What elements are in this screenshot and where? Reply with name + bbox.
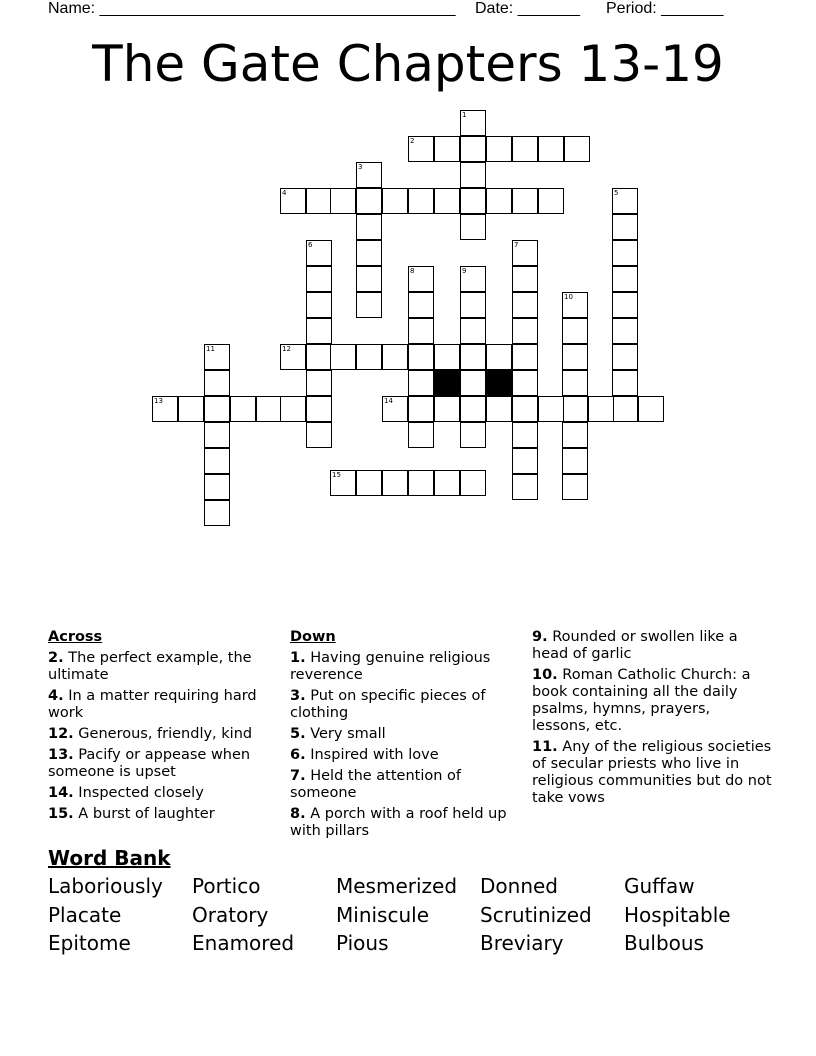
crossword-cell[interactable] xyxy=(356,266,382,292)
crossword-cell[interactable] xyxy=(204,474,230,500)
clue-number: 5 xyxy=(614,189,619,197)
clue-item-number: 13. xyxy=(48,747,74,763)
word-bank-word: Mesmerized xyxy=(336,874,458,898)
crossword-cell[interactable] xyxy=(356,344,382,370)
clue-item-text: Rounded or swollen like a head of garlic xyxy=(532,629,738,662)
crossword-cell[interactable] xyxy=(204,500,230,526)
crossword-cell[interactable] xyxy=(408,292,434,318)
clue-item-number: 1. xyxy=(290,650,306,666)
across-clues xyxy=(48,629,280,827)
across-heading: Across xyxy=(48,629,103,645)
crossword-cell[interactable] xyxy=(204,448,230,474)
crossword-cell[interactable] xyxy=(460,318,486,344)
crossword-cell[interactable] xyxy=(306,292,332,318)
crossword-cell[interactable] xyxy=(178,396,204,422)
word-bank-title: Word Bank xyxy=(48,846,171,870)
clue-number: 11 xyxy=(206,345,215,353)
clue-item-number: 6. xyxy=(290,747,306,763)
crossword-cell[interactable] xyxy=(356,188,382,214)
clue-item xyxy=(290,688,522,722)
clue-number: 13 xyxy=(154,397,163,405)
crossword-cell[interactable] xyxy=(538,396,564,422)
crossword-cell[interactable] xyxy=(612,292,638,318)
crossword-cell[interactable] xyxy=(306,188,332,214)
clue-item-text: The perfect example, the ultimate xyxy=(48,650,252,683)
crossword-cell[interactable] xyxy=(612,188,638,214)
clue-item-text: Inspired with love xyxy=(305,747,439,763)
crossword-cell[interactable] xyxy=(330,344,356,370)
blocked-cell xyxy=(486,370,512,396)
crossword-cell[interactable] xyxy=(204,396,230,422)
clue-item xyxy=(48,688,280,722)
word-bank-word: Guffaw xyxy=(624,874,695,898)
crossword-cell[interactable] xyxy=(280,188,306,214)
clue-item-number: 15. xyxy=(48,806,74,822)
crossword-cell[interactable] xyxy=(612,370,638,396)
crossword-cell[interactable] xyxy=(512,266,538,292)
clue-item xyxy=(532,667,772,735)
clue-item-text: Roman Catholic Church: a book containing all the daily psalms, hymns, prayers, lessons, etc. xyxy=(532,667,751,734)
clue-item-text: Any of the religious societies of secular priests who live in religious communities but do not take vows xyxy=(532,739,772,806)
crossword-cell[interactable] xyxy=(486,136,512,162)
crossword-cell[interactable] xyxy=(562,318,588,344)
crossword-cell[interactable] xyxy=(612,214,638,240)
crossword-cell[interactable] xyxy=(460,110,486,136)
clue-item xyxy=(48,650,280,684)
crossword-cell[interactable] xyxy=(612,240,638,266)
crossword-cell[interactable] xyxy=(460,188,486,214)
clue-item-number: 10. xyxy=(532,667,558,683)
clue-item-number: 5. xyxy=(290,726,306,742)
clue-item xyxy=(290,726,522,743)
clue-number: 12 xyxy=(282,345,291,353)
crossword-cell[interactable] xyxy=(512,240,538,266)
crossword-cell[interactable] xyxy=(638,396,664,422)
crossword-cell[interactable] xyxy=(486,396,512,422)
crossword-cell[interactable] xyxy=(562,448,588,474)
crossword-cell[interactable] xyxy=(512,370,538,396)
clue-item-text: A burst of laughter xyxy=(73,806,215,822)
clue-number: 9 xyxy=(462,267,467,275)
crossword-cell[interactable] xyxy=(280,396,306,422)
clue-item-text: A porch with a roof held up with pillars xyxy=(290,806,507,839)
word-bank-word: Oratory xyxy=(192,903,269,927)
crossword-cell[interactable] xyxy=(306,266,332,292)
crossword-cell[interactable] xyxy=(434,188,460,214)
down-clues xyxy=(290,629,522,844)
word-bank-word: Placate xyxy=(48,903,122,927)
crossword-cell[interactable] xyxy=(330,188,356,214)
crossword-cell[interactable] xyxy=(460,136,486,162)
crossword-cell[interactable] xyxy=(356,292,382,318)
crossword-cell[interactable] xyxy=(382,188,408,214)
clue-number: 2 xyxy=(410,137,415,145)
page-title: The Gate Chapters 13-19 xyxy=(92,35,724,93)
name-field-label: Name: ________________________________________ xyxy=(48,0,456,17)
crossword-cell[interactable] xyxy=(382,470,408,496)
crossword-cell[interactable] xyxy=(564,136,590,162)
crossword-cell[interactable] xyxy=(486,188,512,214)
crossword-cell[interactable] xyxy=(612,344,638,370)
word-bank-word: Laboriously xyxy=(48,874,163,898)
crossword-cell[interactable] xyxy=(356,240,382,266)
crossword-cell[interactable] xyxy=(512,318,538,344)
word-bank-word: Pious xyxy=(336,931,389,955)
period-field-label: Period: _______ xyxy=(606,0,724,17)
crossword-cell[interactable] xyxy=(306,318,332,344)
crossword-cell[interactable] xyxy=(512,422,538,448)
clue-number: 8 xyxy=(410,267,415,275)
clue-item-text: Held the attention of someone xyxy=(290,768,462,801)
crossword-cell[interactable] xyxy=(204,370,230,396)
crossword-cell[interactable] xyxy=(612,396,638,422)
down-clues-continued xyxy=(532,629,772,811)
clue-item-number: 4. xyxy=(48,688,64,704)
crossword-cell[interactable] xyxy=(408,422,434,448)
clue-item xyxy=(290,650,522,684)
crossword-cell[interactable] xyxy=(562,370,588,396)
crossword-cell[interactable] xyxy=(204,344,230,370)
crossword-cell[interactable] xyxy=(538,136,564,162)
crossword-cell[interactable] xyxy=(562,396,588,422)
clue-item-number: 9. xyxy=(532,629,548,645)
clue-item xyxy=(48,726,280,743)
crossword-cell[interactable] xyxy=(512,344,538,370)
word-bank-word: Miniscule xyxy=(336,903,429,927)
clue-item-text: Pacify or appease when someone is upset xyxy=(48,747,251,780)
clue-item-text: Very small xyxy=(305,726,386,742)
word-bank-word: Portico xyxy=(192,874,261,898)
crossword-cell[interactable] xyxy=(612,266,638,292)
crossword-cell[interactable] xyxy=(408,188,434,214)
clue-number: 10 xyxy=(564,293,573,301)
crossword-cell[interactable] xyxy=(512,474,538,500)
crossword-cell[interactable] xyxy=(562,344,588,370)
crossword-cell[interactable] xyxy=(434,396,460,422)
word-bank-word: Breviary xyxy=(480,931,564,955)
clue-item-text: Generous, friendly, kind xyxy=(73,726,253,742)
crossword-cell[interactable] xyxy=(434,470,460,496)
clue-item xyxy=(48,785,280,802)
crossword-cell[interactable] xyxy=(512,292,538,318)
clue-item-number: 7. xyxy=(290,768,306,784)
crossword-cell[interactable] xyxy=(230,396,256,422)
crossword-cell[interactable] xyxy=(460,292,486,318)
crossword-cell[interactable] xyxy=(512,448,538,474)
clue-number: 14 xyxy=(384,397,393,405)
clue-item xyxy=(48,747,280,781)
crossword-cell[interactable] xyxy=(152,396,178,422)
word-bank-word: Bulbous xyxy=(624,931,704,955)
crossword-cell[interactable] xyxy=(460,396,486,422)
clue-item-number: 12. xyxy=(48,726,74,742)
word-bank-word: Enamored xyxy=(192,931,295,955)
clue-item-number: 3. xyxy=(290,688,306,704)
clue-item-number: 11. xyxy=(532,739,558,755)
crossword-cell[interactable] xyxy=(408,266,434,292)
crossword-cell[interactable] xyxy=(382,396,408,422)
clue-item xyxy=(290,806,522,840)
clue-item xyxy=(290,747,522,764)
crossword-cell[interactable] xyxy=(538,188,564,214)
clue-item xyxy=(290,768,522,802)
clue-item-number: 8. xyxy=(290,806,306,822)
crossword-cell[interactable] xyxy=(512,188,538,214)
crossword-cell[interactable] xyxy=(408,470,434,496)
crossword-cell[interactable] xyxy=(382,344,408,370)
word-bank-word: Hospitable xyxy=(624,903,731,927)
crossword-cell[interactable] xyxy=(256,396,282,422)
crossword-cell[interactable] xyxy=(408,396,434,422)
clue-item xyxy=(532,629,772,663)
crossword-cell[interactable] xyxy=(306,370,332,396)
crossword-cell[interactable] xyxy=(408,318,434,344)
crossword-cell[interactable] xyxy=(460,214,486,240)
date-field-label: Date: _______ xyxy=(475,0,580,17)
crossword-cell[interactable] xyxy=(280,344,306,370)
crossword-cell[interactable] xyxy=(408,370,434,396)
clue-item-number: 14. xyxy=(48,785,74,801)
clue-number: 7 xyxy=(514,241,519,249)
crossword-cell[interactable] xyxy=(408,344,434,370)
clue-item xyxy=(48,806,280,823)
down-heading: Down xyxy=(290,629,336,645)
crossword-cell[interactable] xyxy=(612,318,638,344)
crossword-cell[interactable] xyxy=(434,344,460,370)
clue-item-text: Inspected closely xyxy=(73,785,204,801)
crossword-cell[interactable] xyxy=(562,422,588,448)
crossword-cell[interactable] xyxy=(460,470,486,496)
word-bank-word: Scrutinized xyxy=(480,903,592,927)
clue-number: 4 xyxy=(282,189,287,197)
crossword-cell[interactable] xyxy=(486,344,512,370)
crossword-cell[interactable] xyxy=(408,136,434,162)
clue-number: 15 xyxy=(332,471,341,479)
clue-number: 3 xyxy=(358,163,363,171)
crossword-cell[interactable] xyxy=(204,422,230,448)
crossword-cell[interactable] xyxy=(588,396,614,422)
clue-item-text: In a matter requiring hard work xyxy=(48,688,257,721)
crossword-cell[interactable] xyxy=(306,422,332,448)
clue-item xyxy=(532,739,772,807)
crossword-cell[interactable] xyxy=(460,422,486,448)
clue-number: 6 xyxy=(308,241,313,249)
crossword-cell[interactable] xyxy=(460,266,486,292)
clue-item-text: Having genuine religious reverence xyxy=(290,650,491,683)
crossword-cell[interactable] xyxy=(356,162,382,188)
crossword-cell[interactable] xyxy=(330,470,356,496)
crossword-cell[interactable] xyxy=(460,344,486,370)
crossword-cell[interactable] xyxy=(460,162,486,188)
crossword-cell[interactable] xyxy=(512,136,538,162)
blocked-cell xyxy=(434,370,460,396)
crossword-cell[interactable] xyxy=(306,396,332,422)
crossword-cell[interactable] xyxy=(562,474,588,500)
crossword-cell[interactable] xyxy=(434,136,460,162)
clue-item-number: 2. xyxy=(48,650,64,666)
word-bank-word: Donned xyxy=(480,874,558,898)
word-bank-word: Epitome xyxy=(48,931,131,955)
crossword-cell[interactable] xyxy=(306,344,332,370)
crossword-cell[interactable] xyxy=(356,470,382,496)
crossword-cell[interactable] xyxy=(356,214,382,240)
crossword-cell[interactable] xyxy=(512,396,538,422)
clue-number: 1 xyxy=(462,111,467,119)
crossword-cell[interactable] xyxy=(306,240,332,266)
clue-item-text: Put on specific pieces of clothing xyxy=(290,688,486,721)
crossword-cell[interactable] xyxy=(562,292,588,318)
crossword-cell[interactable] xyxy=(460,370,486,396)
